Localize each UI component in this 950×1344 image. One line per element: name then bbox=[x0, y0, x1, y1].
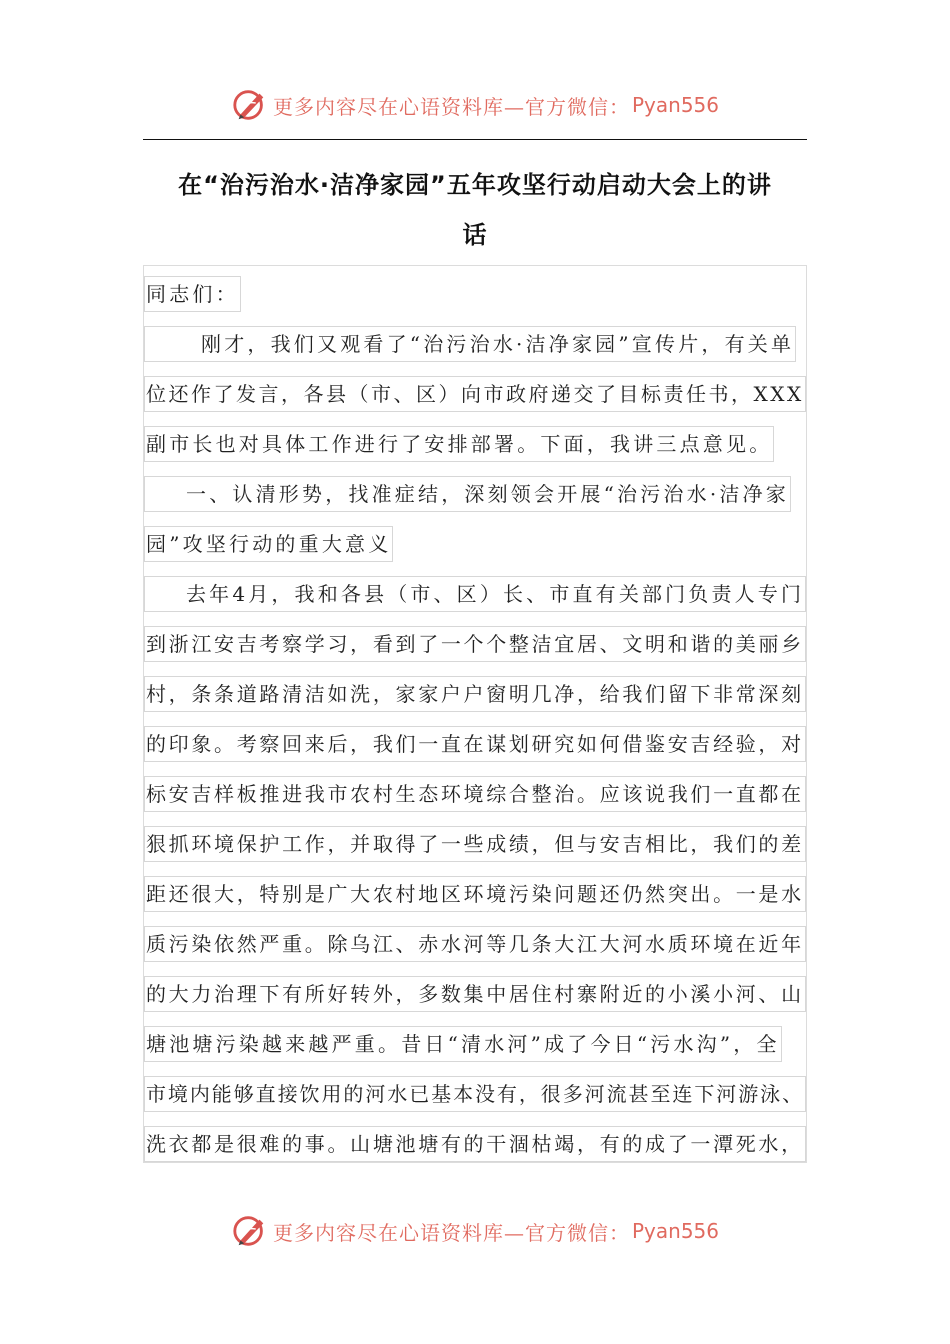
body-line: 的印象。考察回来后，我们一直在谋划研究如何借鉴安吉经验，对 bbox=[146, 729, 804, 759]
footer-banner bbox=[0, 1206, 950, 1256]
body-line: 副市长也对具体工作进行了安排部署。下面，我讲三点意见。 bbox=[146, 429, 772, 459]
title-line-2: 话 bbox=[462, 221, 488, 249]
body-line: 质污染依然严重。除乌江、赤水河等几条大江大河水质环境在近年 bbox=[146, 929, 804, 959]
title-line-1: 在“治污治水·洁净家园”五年攻坚行动启动大会上的讲 bbox=[178, 171, 772, 199]
body-line: 到浙江安吉考察学习，看到了一个个整洁宜居、文明和谐的美丽乡 bbox=[146, 629, 804, 659]
pen-logo-icon bbox=[231, 1212, 269, 1250]
body-line: 距还很大，特别是广大农村地区环境污染问题还仍然突出。一是水 bbox=[146, 879, 804, 909]
body-line: 洗衣都是很难的事。山塘池塘有的干涸枯竭，有的成了一潭死水， bbox=[146, 1129, 804, 1159]
footer-banner-id: Pyan556 bbox=[631, 1219, 719, 1243]
page-title bbox=[150, 160, 800, 260]
section-heading: 园”攻坚行动的重大意义 bbox=[146, 529, 391, 559]
header-banner-id: Pyan556 bbox=[631, 93, 719, 117]
salutation: 同志们： bbox=[146, 279, 239, 309]
section-heading: 一、认清形势，找准症结，深刻领会开展“治污治水·洁净家 bbox=[146, 479, 789, 509]
header-divider bbox=[143, 139, 807, 140]
header-banner bbox=[0, 80, 950, 130]
body-line: 村，条条道路清洁如洗，家家户户窗明几净，给我们留下非常深刻 bbox=[146, 679, 804, 709]
footer-banner-text: 更多内容尽在心语资料库—官方微信： bbox=[272, 1220, 630, 1245]
body-line: 塘池塘污染越来越严重。昔日“清水河”成了今日“污水沟”，全 bbox=[146, 1029, 780, 1059]
body-line: 狠抓环境保护工作，并取得了一些成绩，但与安吉相比，我们的差 bbox=[146, 829, 804, 859]
body-line: 标安吉样板推进我市农村生态环境综合整治。应该说我们一直都在 bbox=[146, 779, 804, 809]
body-line: 位还作了发言，各县（市、区）向市政府递交了目标责任书，XXX bbox=[146, 379, 804, 409]
body-line: 的大力治理下有所好转外，多数集中居住村寨附近的小溪小河、山 bbox=[146, 979, 804, 1009]
body-line: 去年4月，我和各县（市、区）长、市直有关部门负责人专门 bbox=[146, 579, 804, 609]
pen-logo-icon bbox=[231, 86, 269, 124]
body-line: 市境内能够直接饮用的河水已基本没有，很多河流甚至连下河游泳、 bbox=[146, 1079, 804, 1109]
body-line: 刚才，我们又观看了“治污治水·洁净家园”宣传片，有关单 bbox=[146, 329, 794, 359]
header-banner-text: 更多内容尽在心语资料库—官方微信： bbox=[272, 94, 630, 119]
